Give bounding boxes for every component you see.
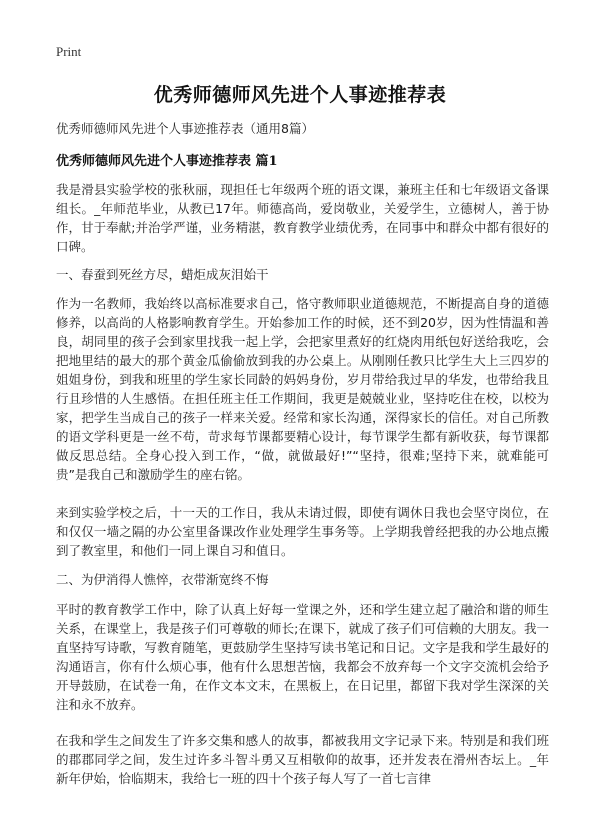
section-1-paragraph-2: 来到实验学校之后，十一天的工作日，我从未请过假，即使有调休日我也会坚守岗位，在和仅仅一墙之隔的办公室里备课改作业处理学生事务等。上学期我曾经把我的办公地点搬到了教室里，和他们一同上课自习和值日。 xyxy=(56,505,549,558)
print-link[interactable]: Print xyxy=(56,44,82,59)
intro-paragraph: 我是滑县实验学校的张秋丽，现担任七年级两个班的语文课，兼班主任和七年级语文备课组长。_年师范毕业，从教已17年。师德高尚，爱岗敬业，关爱学生，立德树人，善于协作，甘于奉献;并治学严谨，业务精湛，教育教学业绩优秀，在同事中和群众中都有很好的口碑。 xyxy=(56,182,549,254)
section-2-heading: 二、为伊消得人憔悴，衣带渐宽终不悔 xyxy=(56,572,269,587)
document-subtitle: 优秀师德师风先进个人事迹推荐表（通用8篇） xyxy=(56,121,314,136)
section-1-heading: 一、春蚕到死丝方尽，蜡炬成灰泪始干 xyxy=(56,267,269,282)
page-title: 优秀师德师风先进个人事迹推荐表 xyxy=(153,84,447,106)
section-1-paragraph: 作为一名教师，我始终以高标准要求自己，恪守教师职业道德规范，不断提高自身的道德修养，以高尚的人格影响教育学生。开始参加工作的时候，还不到20岁，因为性情温和善良，胡同里的孩子会到家里找我一起上学，会把家里煮好的红烧肉用纸包好送给我吃，会把地里结的最大的那个黄金瓜偷偷放到我的办公桌上。从刚刚任教只比学生大上三四岁的姐姐身份，到我和班里的学生家长同龄的妈妈身份，岁月带给我过早的华发，也带给我且行且珍惜的人生感悟。在担任班主任工作期间，我更是兢兢业业，坚持吃住在校，以校为家，把学生当成自己的孩子一样来关爱。经常和家长沟通，深得家长的信任。对自己所教的语文学科更是一丝不苟，苛求每节课都要精心设计，每节课学生都有新收获，每节课都做反思总结。全身心投入到工作，“做，就做最好!”“坚持，很难;坚持下来，就难能可贵”是我自己和激励学生的座右铭。 xyxy=(56,296,549,482)
section-2-paragraph: 平时的教育教学工作中，除了认真上好每一堂课之外，还和学生建立起了融洽和谐的师生关系，在课堂上，我是孩子们可尊敬的师长;在课下，就成了孩子们可信赖的大朋友。我一直坚持写诗歌，写教育随笔，更鼓励学生坚持写读书笔记和日记。文字是我和学生最好的沟通语言，你有什么烦心事，他有什么思想苦恼，我都会不放弃每一个文字交流机会给予开导鼓励，在试卷一角，在作文本文末，在黑板上，在日记里，都留下我对学生深深的关注和永不放弃。 xyxy=(56,602,549,712)
article-heading: 优秀师德师风先进个人事迹推荐表 篇1 xyxy=(56,154,278,169)
section-2-paragraph-2: 在我和学生之间发生了许多交集和感人的故事，都被我用文字记录下来。特别是和我们班的郡郡同学之间，发生过许多斗智斗勇又互相敬仰的故事，还并发表在滑州杏坛上。_年新年伊始，恰临期末，我给七一班的四十个孩子每人写了一首七言律 xyxy=(56,733,549,786)
